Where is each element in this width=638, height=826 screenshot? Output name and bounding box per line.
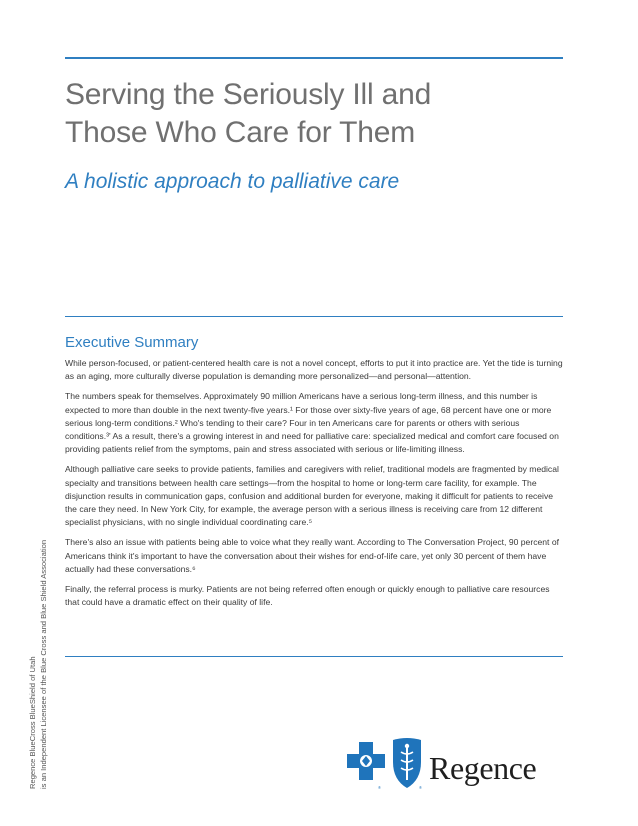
paragraph: Finally, the referral process is murky. Patients are not being referred often enough or quickly enough to palliative care resources that could have a dramatic effect on their quality of life.	[65, 584, 550, 608]
paragraph: The numbers speak for themselves. Approximately 90 million Americans have a serious long-term illness, and this number is expected to more than double in the next twenty-five years.¹ For those over sixty-five years of age, 68 percent have one or more serious long-term conditions.² Who's tending to their care? Four in ten Americans care for parents or others with serious conditions.³' As a result, there's a growing interest in and need for palliative care: specialized medical and comfort care focused on providing patients relief from the symptoms, pain and stress associated with serious or life-limiting illness.	[65, 391, 559, 455]
licensee-line-2: is an Independent Licensee of the Blue Cross and Blue Shield Association	[38, 539, 48, 789]
section-divider-bottom	[65, 656, 563, 657]
title-line-2: Those Who Care for Them	[65, 116, 415, 149]
section-heading: Executive Summary	[65, 334, 199, 351]
paragraph: Although palliative care seeks to provide patients, families and caregivers with relief, traditional models are fragmented by medical specialty and transitions between health care settings—from the hospital to home or long-term care facility, for example. The disjunction results in communication gaps, confusion and additional burden for everyone, making it difficult for patients to receive the care they need. In New York City, for example, the average person with a serious illness is receiving care from 12 different specialist physicians, with no single individual coordinating care.⁵	[65, 464, 559, 528]
svg-text:®: ®	[419, 785, 422, 790]
licensee-notice	[28, 540, 49, 789]
blue-cross-icon	[347, 742, 385, 780]
top-rule	[65, 57, 563, 59]
page-title	[65, 76, 565, 152]
paragraph: There's also an issue with patients being able to voice what they really want. According to The Conversation Project, 90 percent of Americans think it's important to have the conversation about their wishes for end-of-life care, yet only 30 percent of them have actually had these conversations.⁶	[65, 537, 559, 574]
paragraph: While person-focused, or patient-centered health care is not a novel concept, efforts to put it into practice are. Yet the tide is turning as an aging, more culturally diverse population is demanding more personalized—and personal—attention.	[65, 358, 563, 382]
logo-wordmark: Regence	[429, 750, 537, 786]
licensee-line-1: Regence BlueCross BlueShield of Utah	[28, 656, 37, 789]
summary-body	[65, 357, 563, 616]
title-line-1: Serving the Seriously Ill and	[65, 78, 432, 111]
page-subtitle: A holistic approach to palliative care	[65, 170, 400, 193]
section-divider-top	[65, 316, 563, 317]
svg-text:®: ®	[378, 785, 381, 790]
blue-shield-icon	[393, 738, 421, 788]
